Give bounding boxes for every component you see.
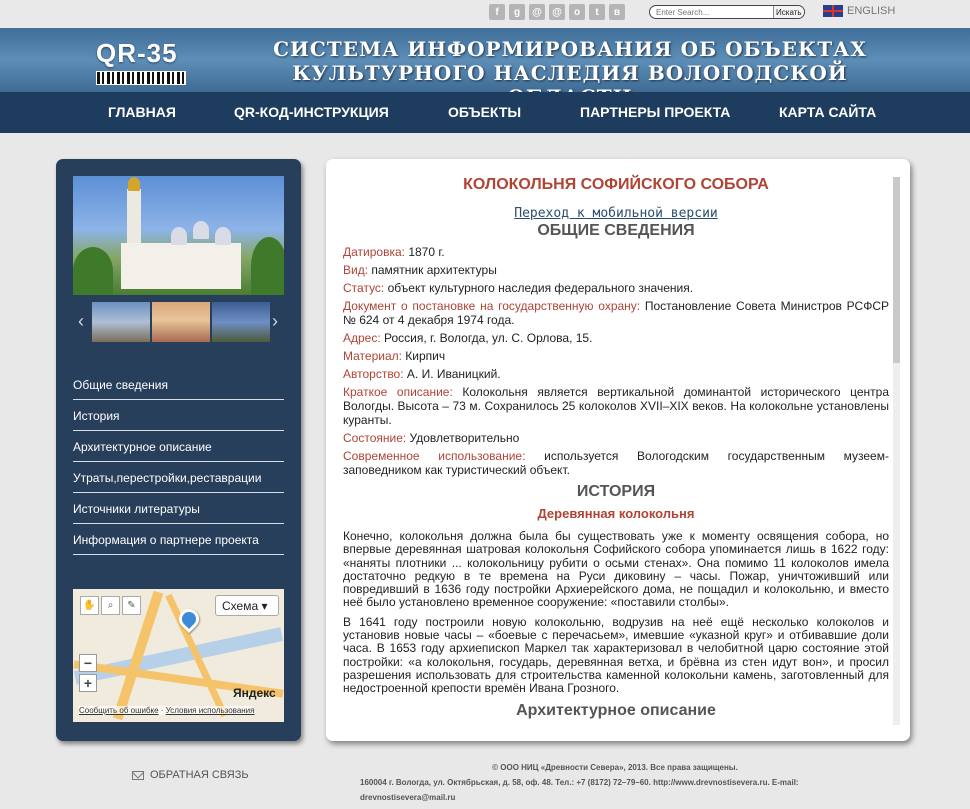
carousel-next-icon[interactable]: › (272, 311, 278, 331)
mail-ru-icon[interactable]: @ (549, 4, 565, 20)
carousel-prev-icon[interactable]: ‹ (78, 311, 84, 331)
history-paragraph-2: В 1641 году построили новую колокольню, водрузив на неё ещё несколько колоколов и установив новые часы – «боевые с перечасьем», имевшие «указной круг» и отбивавшие доли часа. В 1653 году архиепископ Маркел так характеризовал в челобитной царю состояние этой постройки: «а колокольня, государь, деревянная ветха, и брёвна из стен идут вон», и просил разрешения использовать для строительства каменной колокольни камень, заготовленный для недостроенной крепости времён Ивана Грозного. (343, 614, 889, 696)
nav-home[interactable]: ГЛАВНАЯ (108, 104, 176, 120)
language-switch[interactable] (823, 5, 895, 17)
field-label: Краткое описание: (343, 385, 453, 399)
field-label: Материал: (343, 349, 402, 363)
search-input[interactable] (650, 6, 773, 18)
side-menu-partner[interactable]: Информация о партнере проекта (73, 524, 284, 555)
field-type (343, 263, 889, 277)
gold-dome-shape (128, 177, 140, 191)
map-links-separator: · (158, 706, 166, 715)
field-value: Удовлетворительно (406, 431, 520, 445)
field-value: Кирпич (401, 349, 446, 363)
feedback-link[interactable] (132, 769, 249, 781)
tree-shape (73, 247, 113, 295)
cathedral-shape (121, 243, 241, 289)
magnifier-icon[interactable]: ⌕ (101, 596, 120, 615)
general-info-heading: ОБЩИЕ СВЕДЕНИЯ (537, 222, 695, 239)
field-label: Адрес: (343, 331, 381, 345)
map-toolbar (80, 596, 141, 615)
map-links (79, 706, 254, 715)
language-label: ENGLISH (847, 5, 896, 17)
field-label: Современное использование: (343, 449, 526, 463)
thumbnail-3[interactable] (212, 302, 270, 342)
copyright-line: © ООО НИЦ «Древности Севера», 2013. Все права защищены. (492, 763, 738, 772)
side-menu-sources[interactable]: Источники литературы (73, 493, 284, 524)
top-bar (0, 0, 970, 28)
address-line: 160004 г. Вологда, ул. Октябрьская, д. 58, оф. 48. Тел.: +7 (8172) 72–79–60. http://www.drevnostisevera.ru. E-mail: drevnostisevera@mail.ru (360, 778, 799, 802)
field-label: Вид: (343, 263, 369, 277)
field-dating (343, 245, 889, 259)
dome-shape (193, 221, 209, 239)
uk-flag-icon (823, 5, 843, 17)
mobile-version-link[interactable]: Переход к мобильной версии (514, 206, 718, 221)
footer-copyright (360, 760, 870, 805)
site-title-line-2: КУЛЬТУРНОГО НАСЛЕДИЯ ВОЛОГОДСКОЙ (292, 61, 848, 85)
tree-shape (251, 237, 284, 295)
field-status (343, 281, 889, 295)
thumbnail-carousel (73, 301, 284, 343)
thumbnail-1[interactable] (92, 302, 150, 342)
history-heading: ИСТОРИЯ (576, 483, 656, 500)
field-label: Состояние: (343, 431, 407, 445)
side-menu-architecture[interactable]: Архитектурное описание (73, 431, 284, 462)
odnoklassniki-icon[interactable]: о (569, 4, 585, 20)
nav-qr-instruction[interactable]: QR-КОД-ИНСТРУКЦИЯ (234, 104, 389, 120)
facebook-icon[interactable]: f (489, 4, 505, 20)
dome-shape (171, 227, 187, 245)
field-address (343, 331, 889, 345)
hand-icon[interactable]: ✋ (80, 596, 99, 615)
field-modern-use (343, 449, 889, 477)
field-value: Колокольня является вертикальной доминантой исторического центра Вологды. Высота – 73 м. Сохранилось 25 колоколов XVII–XIX веков. На колокольне установлены куранты. (343, 385, 889, 427)
site-title-line-1: СИСТЕМА ИНФОРМИРОВАНИЯ ОБ ОБЪЕКТАХ (273, 37, 867, 61)
field-label: Датировка: (343, 245, 405, 259)
ruler-icon[interactable]: ✎ (122, 596, 141, 615)
feedback-label: ОБРАТНАЯ СВЯЗЬ (150, 769, 249, 781)
content-scrollbar-thumb[interactable] (893, 177, 900, 363)
field-label: Документ о постановке на государственную охрану: (343, 299, 641, 313)
field-label: Статус: (343, 281, 385, 295)
architecture-heading-cut: Архитектурное описание (516, 701, 716, 719)
side-menu (73, 369, 284, 555)
map-layer-select[interactable]: Схема ▾ (215, 595, 279, 616)
livejournal-icon[interactable]: @ (529, 4, 545, 20)
nav-partners[interactable]: ПАРТНЕРЫ ПРОЕКТА (580, 104, 731, 120)
history-paragraph-1: Конечно, колокольня должна была бы существовать уже к моменту освящения собора, но впервые деревянная шатровая колокольня Софийского собора упоминается лишь в 1622 году: «наняты плотники ... колокольницу рубити о осьми стенах». Она помимо 11 колоколов имела достаточно редкую в те времена на Руси диковину – часы. Пожар, уничтоживший или повредивший в 1636 году постройки Архиерейского дома, не пощадил и колокольню, и вместо неё было установлено временное сооружение: «поставили столбы». (343, 529, 889, 610)
zoom-in-button[interactable]: + (79, 674, 97, 692)
field-condition (343, 431, 889, 445)
main-panel (326, 159, 910, 741)
field-value: Постановление Совета Министров РСФСР № 624 от 4 декабря 1974 года. (343, 299, 889, 327)
yandex-logo: Яндекс (233, 686, 276, 700)
thumbnail-2[interactable] (152, 302, 210, 342)
field-label: Авторство: (343, 367, 404, 381)
field-material (343, 349, 889, 363)
qr-code-icon (96, 71, 186, 85)
sidebar (56, 159, 301, 741)
twitter-icon[interactable]: t (589, 4, 605, 20)
side-menu-history[interactable]: История (73, 400, 284, 431)
report-error-link[interactable]: Сообщить об ошибке (79, 706, 159, 715)
content-area (343, 172, 889, 732)
history-subheading: Деревянная колокольня (537, 506, 695, 521)
zoom-out-button[interactable]: − (79, 654, 97, 672)
field-value: используется Вологодским государственным музеем-заповедником как туристический объект. (343, 449, 889, 477)
main-nav (0, 92, 970, 133)
yandex-map[interactable] (73, 589, 284, 722)
social-links (489, 4, 625, 20)
nav-objects[interactable]: ОБЪЕКТЫ (448, 104, 522, 120)
field-value: объект культурного наследия федерального значения. (384, 281, 694, 295)
field-value: А. И. Иваницкий. (403, 367, 501, 381)
field-value: 1870 г. (404, 245, 445, 259)
site-logo[interactable] (96, 38, 188, 86)
search-button[interactable]: Искать (773, 6, 804, 18)
site-header (0, 28, 970, 92)
field-value: памятник архитектуры (368, 263, 497, 277)
side-menu-losses[interactable]: Утраты,перестройки,реставрации (73, 462, 284, 493)
field-value: Россия, г. Вологда, ул. С. Орлова, 15. (380, 331, 593, 345)
field-authorship (343, 367, 889, 381)
google-plus-icon[interactable]: g (509, 4, 525, 20)
terms-link[interactable]: Условия использования (165, 706, 255, 715)
envelope-icon (132, 771, 144, 780)
hero-photo[interactable] (73, 176, 284, 295)
search-box (649, 5, 805, 19)
nav-sitemap[interactable]: КАРТА САЙТА (779, 104, 877, 120)
object-title: КОЛОКОЛЬНЯ СОФИЙСКОГО СОБОРА (463, 176, 769, 193)
field-short-description (343, 385, 889, 427)
logo-text: QR-35 (96, 38, 178, 68)
field-protection-document (343, 299, 889, 327)
dome-shape (215, 227, 231, 245)
side-menu-general[interactable]: Общие сведения (73, 369, 284, 400)
vkontakte-icon[interactable]: в (609, 4, 625, 20)
